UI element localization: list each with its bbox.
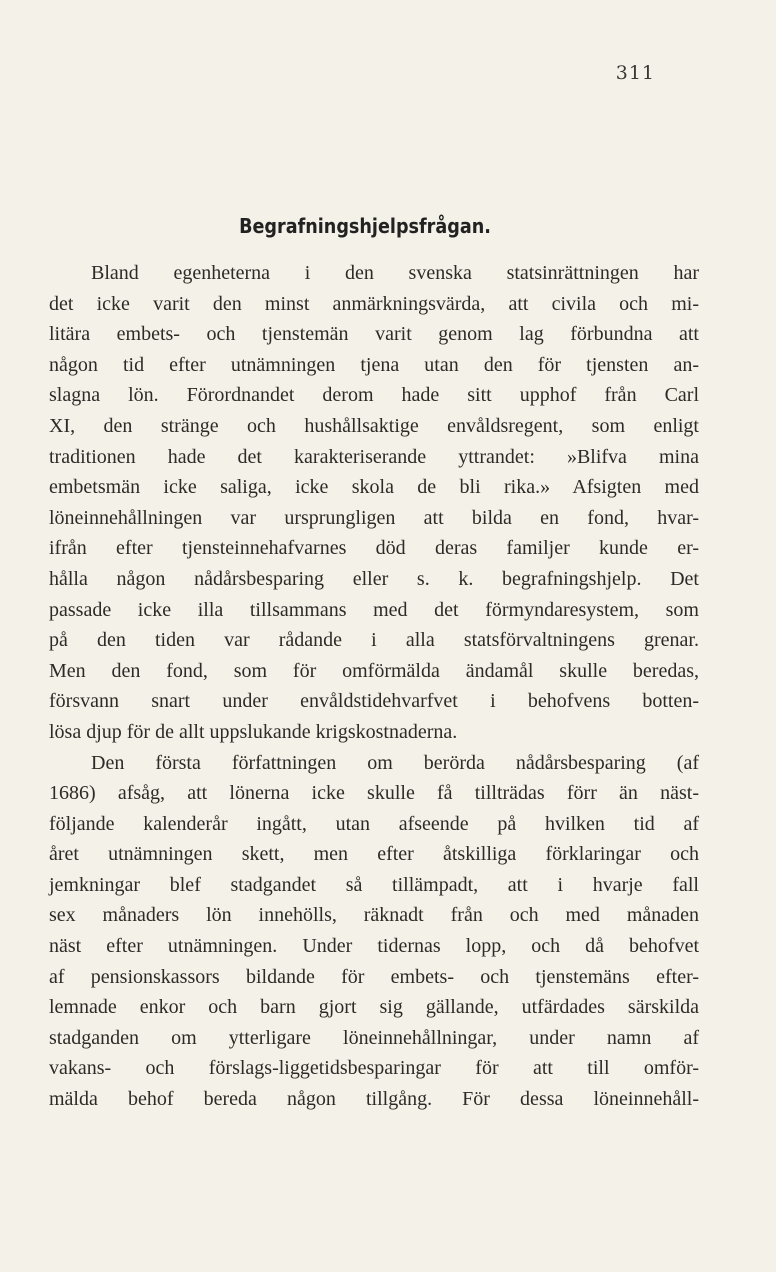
text-line: af pensionskassors bildande för embets- och tjenstemäns efter- <box>49 965 699 988</box>
text-line: embetsmän icke saliga, icke skola de bli rika.» Afsigten med <box>49 476 699 499</box>
body-text <box>49 258 699 1115</box>
text-line: mälda behof bereda någon tillgång. För dessa löneinnehåll- <box>49 1088 699 1111</box>
text-line: lemnade enkor och barn gjort sig gällande, utfärdades särskilda <box>49 996 699 1019</box>
text-line: Men den fond, som för omförmälda ändamål skulle beredas, <box>49 659 699 682</box>
text-line: följande kalenderår ingått, utan afseende på hvilken tid af <box>49 812 699 835</box>
text-line: passade icke illa tillsammans med det förmyndaresystem, som <box>49 598 699 621</box>
text-line: slagna lön. Förordnandet derom hade sitt upphof från Carl <box>49 384 699 407</box>
text-line: någon tid efter utnämningen tjena utan den för tjensten an- <box>49 353 699 376</box>
text-line: traditionen hade det karakteriserande yttrandet: »Blifva mina <box>49 445 699 468</box>
text-line: sex månaders lön innehölls, räknadt från och med månaden <box>49 904 699 927</box>
chapter-title: Begrafningshjelpsfrågan. <box>239 214 491 238</box>
text-line: jemkningar blef stadgandet så tillämpadt, att i hvarje fall <box>49 873 699 896</box>
text-line: Den första författningen om berörda nådårsbesparing (af <box>91 751 699 774</box>
page-number: 311 <box>615 62 655 84</box>
text-line: stadganden om ytterligare löneinnehållningar, under namn af <box>49 1026 699 1049</box>
text-line: ifrån efter tjensteinnehafvarnes död deras familjer kunde er- <box>49 537 699 560</box>
text-line: försvann snart under envåldstidehvarfvet i behofvens botten- <box>49 690 699 713</box>
text-line: XI, den stränge och hushållsaktige envåldsregent, som enligt <box>49 414 699 437</box>
text-line: näst efter utnämningen. Under tidernas lopp, och då behofvet <box>49 935 699 958</box>
text-line: vakans- och förslags-liggetidsbesparingar för att till omför- <box>49 1057 699 1080</box>
text-line: hålla någon nådårsbesparing eller s. k. begrafningshjelp. Det <box>49 567 699 590</box>
text-line: löneinnehållningen var ursprungligen att bilda en fond, hvar- <box>49 506 699 529</box>
text-line: lösa djup för de allt uppslukande krigskostnaderna. <box>49 720 458 743</box>
text-line: Bland egenheterna i den svenska statsinrättningen har <box>91 262 699 284</box>
text-line: 1686) afsåg, att lönerna icke skulle få tillträdas förr än näst- <box>49 782 699 805</box>
text-line: litära embets- och tjenstemän varit genom lag förbundna att <box>49 323 699 346</box>
text-line: det icke varit den minst anmärkningsvärda, att civila och mi- <box>49 292 699 315</box>
text-line: året utnämningen skett, men efter åtskilliga förklaringar och <box>49 843 699 866</box>
text-line: på den tiden var rådande i alla statsförvaltningens grenar. <box>49 629 699 652</box>
